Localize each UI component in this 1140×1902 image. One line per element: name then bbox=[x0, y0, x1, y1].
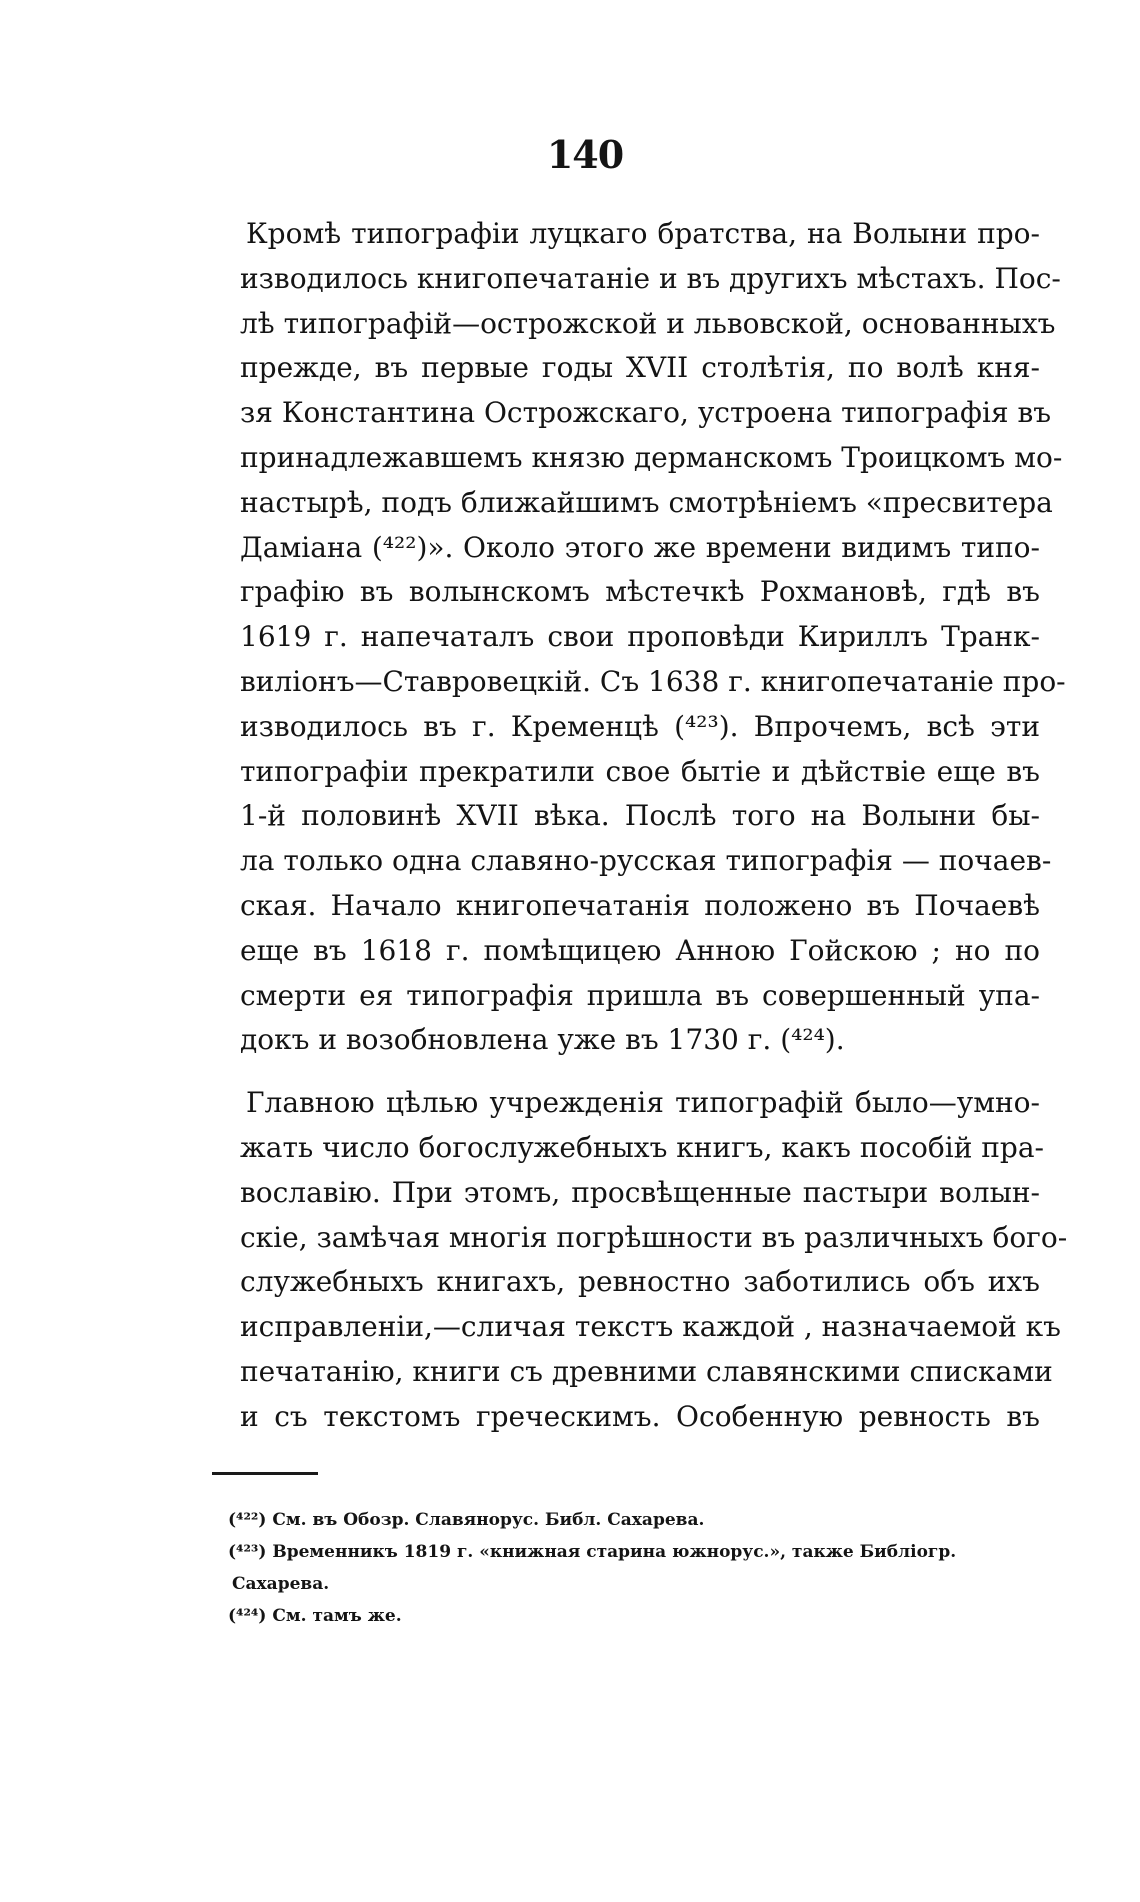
text-line: служебныхъ книгахъ, ревностно заботились объ ихъ bbox=[240, 1265, 1040, 1299]
text-line: изводилось книгопечатаніе и въ другихъ мѣстахъ. Пос- bbox=[240, 261, 1061, 295]
text-line: скіе, замѣчая многія погрѣшности въ различныхъ бого- bbox=[240, 1220, 1068, 1254]
footnote-423-continuation: Сахарева. bbox=[232, 1574, 330, 1594]
text-line: исправленіи,—сличая текстъ каждой , назначаемой къ bbox=[240, 1310, 1061, 1344]
text-line: Главною цѣлью учрежденія типографій было—умно- bbox=[246, 1086, 1040, 1120]
text-line: 1-й половинѣ XVII вѣка. Послѣ того на Волыни бы- bbox=[240, 799, 1040, 833]
footnote-424: (⁴²⁴) См. тамъ же. bbox=[228, 1606, 402, 1626]
body-text bbox=[240, 212, 1068, 1440]
text-line: настырѣ, подъ ближайшимъ смотрѣніемъ «пресвитера bbox=[240, 485, 1053, 519]
text-line: 1619 г. напечаталъ свои проповѣди Кириллъ Транк- bbox=[240, 620, 1040, 654]
text-line: еще въ 1618 г. помѣщицею Анною Гойскою ; но по bbox=[240, 933, 1040, 967]
text-line: Даміана (⁴²²)». Около этого же времени видимъ типо- bbox=[240, 530, 1040, 564]
text-line: графію въ волынскомъ мѣстечкѣ Рохмановѣ, гдѣ въ bbox=[240, 575, 1040, 609]
text-line: типографіи прекратили свое бытіе и дѣйствіе еще въ bbox=[240, 754, 1040, 788]
page-number: 140 bbox=[546, 132, 624, 177]
text-line: зя Константина Острожскаго, устроена типографія въ bbox=[240, 396, 1052, 430]
text-line: смерти ея типографія пришла въ совершенный упа- bbox=[240, 978, 1040, 1012]
text-line: принадлежавшемъ князю дерманскомъ Троицкомъ мо- bbox=[240, 440, 1063, 474]
text-line: Кромѣ типографіи луцкаго братства, на Волыни про- bbox=[246, 217, 1040, 250]
text-line: жать число богослужебныхъ книгъ, какъ пособій пра- bbox=[240, 1130, 1045, 1164]
footnote-422: (⁴²²) См. въ Обозр. Славянорус. Библ. Сахарева. bbox=[228, 1510, 705, 1530]
text-line: ская. Начало книгопечатанія положено въ Почаевѣ bbox=[240, 888, 1040, 922]
text-line: докъ и возобновлена уже въ 1730 г. (⁴²⁴). bbox=[240, 1023, 845, 1057]
text-line: виліонъ—Ставровецкій. Съ 1638 г. книгопечатаніе про- bbox=[240, 664, 1066, 698]
paragraph-2 bbox=[240, 1081, 1068, 1439]
text-line: изводилось въ г. Кременцѣ (⁴²³). Впрочемъ, всѣ эти bbox=[240, 709, 1040, 743]
text-line: ла только одна славяно-русская типографія — почаев- bbox=[240, 844, 1052, 878]
text-line: лѣ типографій—острожской и львовской, основанныхъ bbox=[240, 306, 1056, 340]
footnote-divider bbox=[212, 1472, 318, 1475]
footnotes bbox=[228, 1504, 1038, 1632]
text-line: вославію. При этомъ, просвѣщенные пастыри волын- bbox=[240, 1175, 1040, 1209]
paragraph-1 bbox=[240, 212, 1066, 1063]
text-line: печатанію, книги съ древними славянскими списками bbox=[240, 1354, 1053, 1388]
footnote-423: (⁴²³) Временникъ 1819 г. «книжная старина южнорус.», также Библіогр. bbox=[228, 1542, 957, 1562]
text-line: прежде, въ первые годы XVII столѣтія, по волѣ кня- bbox=[240, 351, 1040, 385]
text-line: и съ текстомъ греческимъ. Особенную ревность въ bbox=[240, 1399, 1040, 1433]
